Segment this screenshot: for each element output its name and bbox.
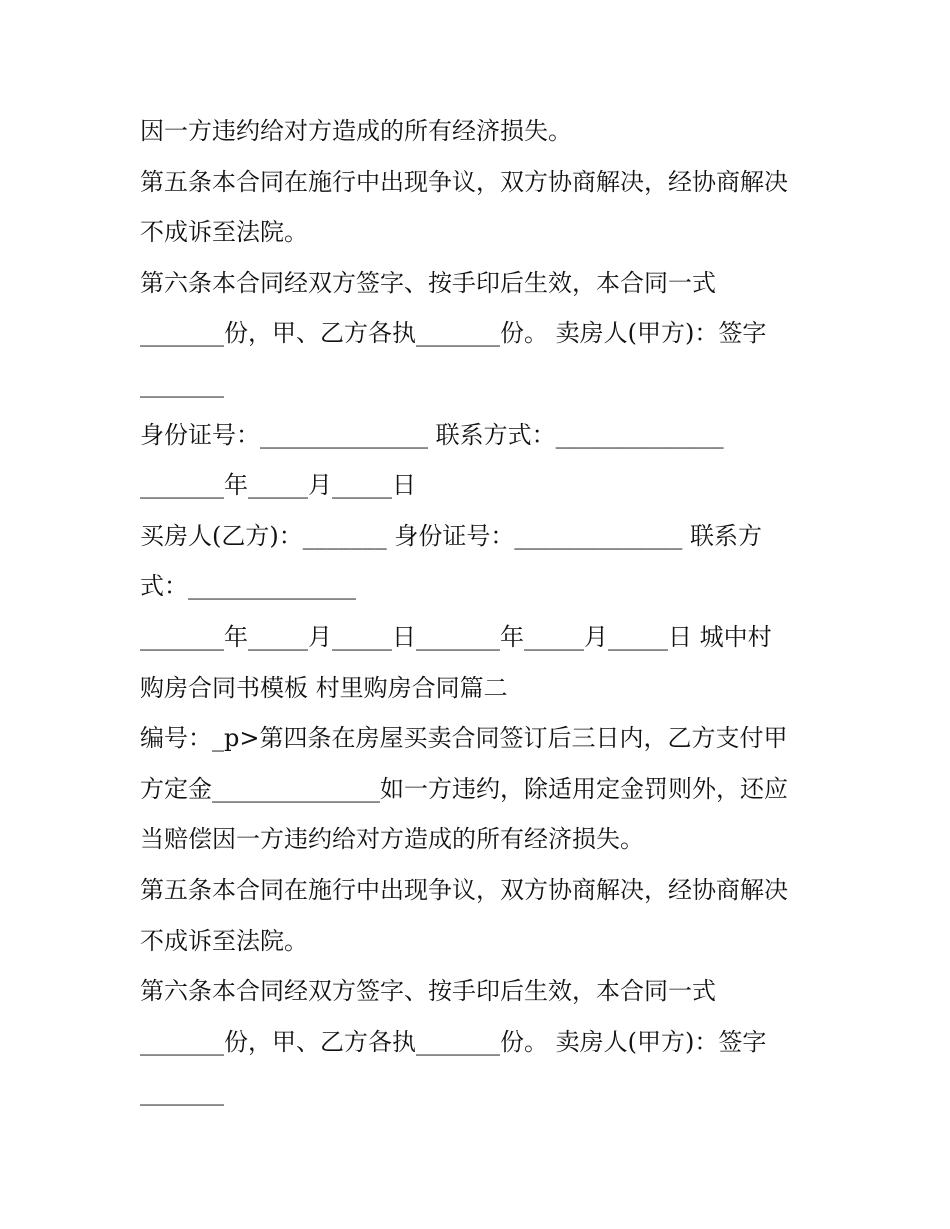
document-body	[140, 106, 830, 1118]
paragraph-line: 第六条本合同经双方签字、按手印后生效，本合同一式	[140, 268, 716, 297]
paragraph-line: 当赔偿因一方违约给对方造成的所有经济损失。	[140, 825, 644, 854]
paragraph-line: _______	[140, 1078, 224, 1107]
paragraph-line: 不成诉至法院。	[140, 926, 308, 955]
paragraph-line: _______份，甲、乙方各执_______份。 卖房人(甲方)：签字	[140, 1027, 767, 1056]
paragraph-line: _______年_____月_____日_______年_____月_____日 城中村	[140, 622, 772, 651]
section-title-line: 购房合同书模板 村里购房合同篇二	[140, 673, 508, 702]
paragraph-line: 第五条本合同在施行中出现争议，双方协商解决，经协商解决	[140, 167, 788, 196]
paragraph-line: 式：______________	[140, 572, 356, 601]
paragraph-line: 编号：_p>第四条在房屋买卖合同签订后三日内，乙方支付甲	[140, 724, 788, 753]
paragraph-line: _______	[140, 369, 224, 398]
paragraph-line: 买房人(乙方)：_______ 身份证号：______________ 联系方	[140, 521, 762, 550]
paragraph-line: 因一方违约给对方造成的所有经济损失。	[140, 117, 572, 145]
paragraph-line: _______年_____月_____日	[140, 471, 416, 500]
paragraph-line: _______份，甲、乙方各执_______份。 卖房人(甲方)：签字	[140, 319, 767, 348]
paragraph-line: 身份证号：______________ 联系方式：______________	[140, 420, 724, 449]
paragraph-line: 第六条本合同经双方签字、按手印后生效，本合同一式	[140, 977, 716, 1006]
paragraph-line: 方定金______________如一方违约，除适用定金罚则外，还应	[140, 774, 788, 803]
paragraph-line: 第五条本合同在施行中出现争议，双方协商解决，经协商解决	[140, 875, 788, 904]
paragraph-line: 不成诉至法院。	[140, 218, 308, 247]
